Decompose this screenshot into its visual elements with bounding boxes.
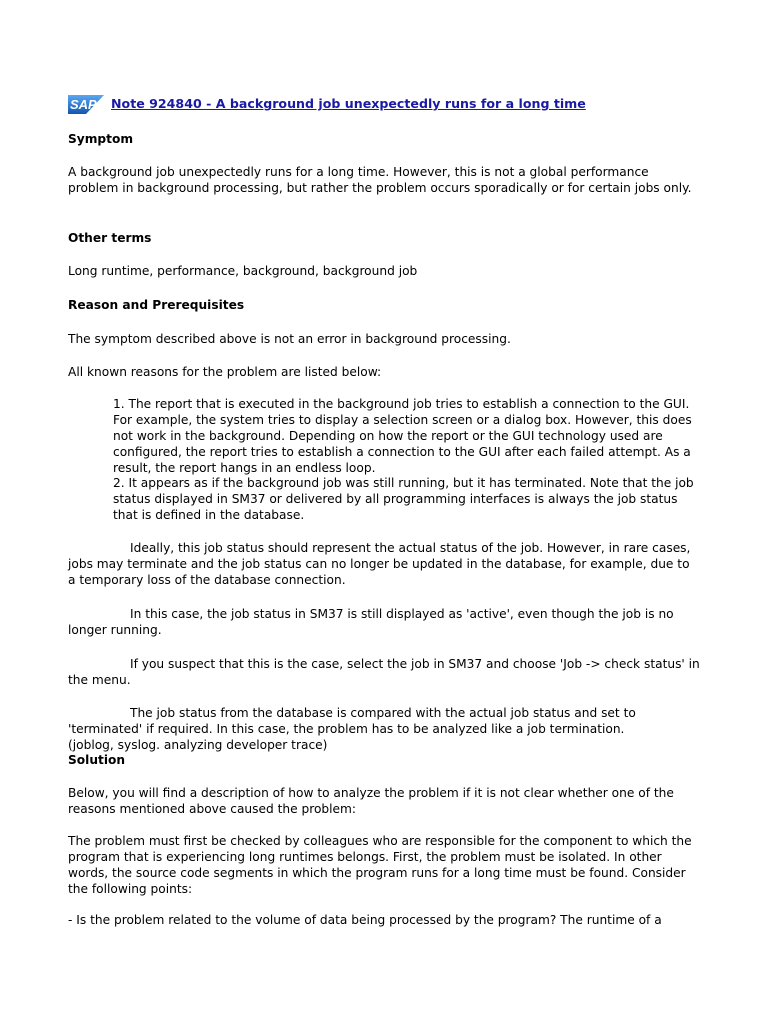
solution-text-2: The problem must first be checked by colleagues who are responsible for the component to which the program that is experiencing long runtimes belongs. First, the problem must be isolated. In other words, the source code segments in which the program runs for a long time must be found. Consider the following points: <box>68 834 692 896</box>
solution-heading: Solution <box>68 753 126 767</box>
sap-logo <box>68 95 104 114</box>
reason-text-2: All known reasons for the problem are listed below: <box>68 365 382 379</box>
symptom-heading: Symptom <box>68 132 134 146</box>
paragraph-joblog: (joblog, syslog. analyzing developer trace) <box>68 738 328 752</box>
symptom-text: A background job unexpectedly runs for a long time. However, this is not a global performance problem in background processing, but rather the problem occurs sporadically or for certain jobs only. <box>68 165 692 195</box>
solution-text-3: - Is the problem related to the volume of data being processed by the program? The runtime of a <box>68 913 662 927</box>
other-terms-heading: Other terms <box>68 231 152 245</box>
reason-heading: Reason and Prerequisites <box>68 298 245 312</box>
paragraph-if-you-suspect: If you suspect that this is the case, select the job in SM37 and choose 'Job -> check status' in the menu. <box>68 657 700 687</box>
note-title-row <box>68 93 586 115</box>
solution-text-1: Below, you will find a description of how to analyze the problem if it is not clear whether one of the reasons mentioned above caused the problem: <box>68 786 674 816</box>
reason-list-item-1: 1. The report that is executed in the background job tries to establish a connection to the GUI. For example, the system tries to display a selection screen or a dialog box. However, this does not work in the background. Depending on how the report or the GUI technology used are configured, the report tries to establish a connection to the GUI after each failed attempt. As a result, the report hangs in an endless loop. <box>113 397 692 475</box>
other-terms-text: Long runtime, performance, background, background job <box>68 264 418 278</box>
reason-list-item-2: 2. It appears as if the background job was still running, but it has terminated. Note that the job status displayed in SM37 or delivered by all programming interfaces is always the job status that is defined in the database. <box>113 476 694 522</box>
sap-logo-text: SAP <box>70 96 97 112</box>
paragraph-job-status: The job status from the database is compared with the actual job status and set to 'terminated' if required. In this case, the problem has to be analyzed like a job termination. <box>68 706 636 736</box>
reason-text-1: The symptom described above is not an error in background processing. <box>68 332 511 346</box>
note-title-link[interactable]: Note 924840 - A background job unexpectedly runs for a long time <box>111 96 586 111</box>
paragraph-ideally: Ideally, this job status should represent the actual status of the job. However, in rare cases, jobs may terminate and the job status can no longer be updated in the database, for example, due to a temporary loss of the database connection. <box>68 541 691 587</box>
paragraph-in-this-case: In this case, the job status in SM37 is still displayed as 'active', even though the job is no longer running. <box>68 607 674 637</box>
